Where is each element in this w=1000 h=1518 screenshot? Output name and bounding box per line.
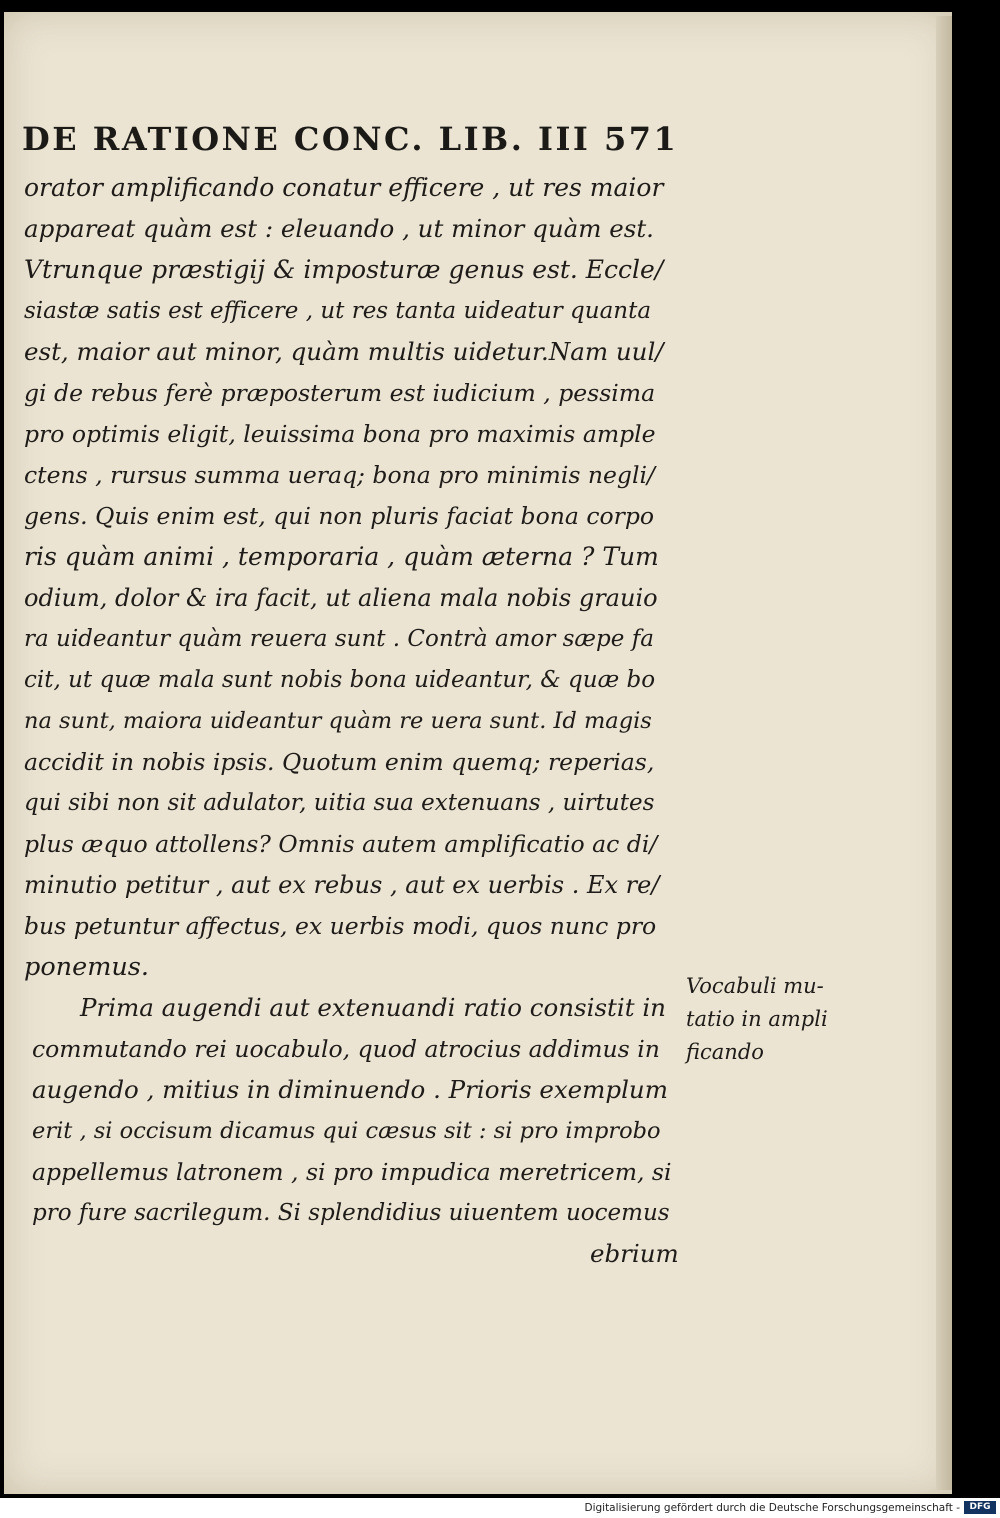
text-line: ra uideantur quàm reuera sunt . Contrà amor sæpe fa bbox=[24, 626, 654, 652]
text-line: appellemus latronem , si pro impudica meretricem, si bbox=[32, 1158, 672, 1186]
running-head: DE RATIONE CONC. LIB. III 571 bbox=[22, 120, 679, 158]
text-line: orator amplificando conatur efficere , ut res maior bbox=[24, 173, 664, 202]
marginal-note bbox=[686, 970, 856, 1069]
page-edge bbox=[936, 16, 952, 1490]
footer-credit: Digitalisierung gefördert durch die Deutsche Forschungsgemeinschaft - bbox=[584, 1502, 960, 1514]
text-line: gens. Quis enim est, qui non pluris faciat bona corpo bbox=[24, 502, 655, 530]
marginal-note-line: ficando bbox=[686, 1040, 764, 1064]
text-line: na sunt, maiora uideantur quàm re uera sunt. Id magis bbox=[24, 708, 652, 734]
text-line: plus æquo attollens? Omnis autem amplificatio ac di/ bbox=[24, 830, 658, 858]
catchword: ebrium bbox=[590, 1239, 679, 1268]
text-line: bus petuntur affectus, ex uerbis modi, quos nunc pro bbox=[24, 912, 657, 940]
text-line: cit, ut quæ mala sunt nobis bona uideantur, & quæ bo bbox=[24, 667, 656, 693]
text-line: ctens , rursus summa ueraq; bona pro minimis negli/ bbox=[24, 461, 655, 489]
text-line: pro optimis eligit, leuissima bona pro maximis ample bbox=[24, 420, 656, 448]
text-line: gi de rebus ferè præposterum est iudicium , pessima bbox=[24, 379, 656, 407]
text-line: est, maior aut minor, quàm multis uidetur.Nam uul/ bbox=[24, 337, 664, 366]
text-line: ponemus. bbox=[24, 952, 149, 982]
marginal-note-line: tatio in ampli bbox=[686, 1007, 828, 1031]
text-line: Prima augendi aut extenuandi ratio consistit in bbox=[80, 993, 666, 1022]
text-line: commutando rei uocabulo, quod atrocius addimus in bbox=[32, 1035, 660, 1063]
text-line: appareat quàm est : eleuando , ut minor quàm est. bbox=[24, 214, 654, 243]
text-line: ris quàm animi , temporaria , quàm æterna ? Tum bbox=[24, 542, 659, 571]
dfg-logo: DFG bbox=[964, 1501, 996, 1514]
text-line: odium, dolor & ira facit, ut aliena mala nobis grauio bbox=[24, 584, 658, 612]
text-line: minutio petitur , aut ex rebus , aut ex uerbis . Ex re/ bbox=[24, 871, 660, 899]
text-line: pro fure sacrilegum. Si splendidius uiuentem uocemus bbox=[32, 1200, 670, 1226]
text-line: qui sibi non sit adulator, uitia sua extenuans , uirtutes bbox=[24, 790, 655, 816]
text-line: accidit in nobis ipsis. Quotum enim quemq; reperias, bbox=[24, 748, 655, 776]
text-line: augendo , mitius in diminuendo . Prioris exemplum bbox=[32, 1075, 668, 1104]
text-line: Vtrunque præstigij & imposturæ genus est. Eccle/ bbox=[24, 255, 664, 284]
text-line: erit , si occisum dicamus qui cæsus sit : si pro improbo bbox=[32, 1118, 661, 1144]
text-line: siastæ satis est efficere , ut res tanta uideatur quanta bbox=[24, 298, 652, 324]
marginal-note-line: Vocabuli mu- bbox=[686, 974, 824, 998]
